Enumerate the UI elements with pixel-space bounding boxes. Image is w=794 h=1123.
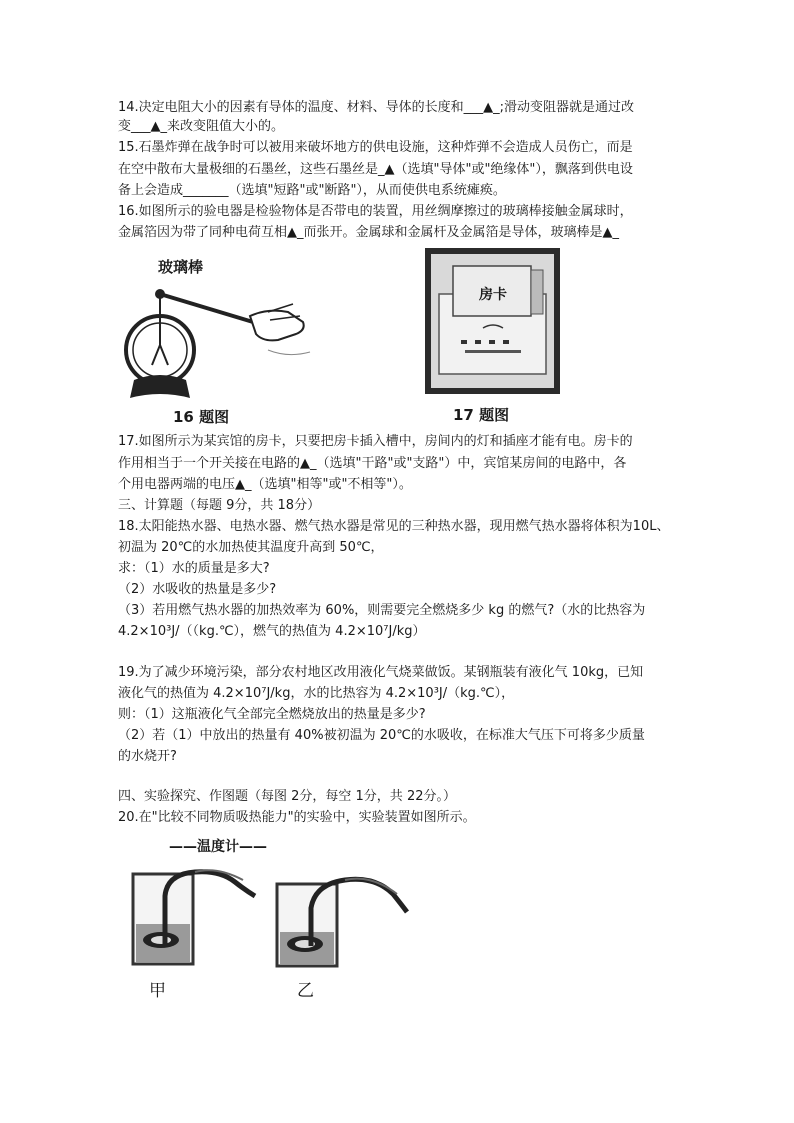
q19-line-3: 则：（1）这瓶液化气全部完全燃烧放出的热量是多少? (118, 707, 426, 722)
q20-line-1: 20.在"比较不同物质吸热能力"的实验中，实验装置如图所示。 (118, 810, 476, 825)
section-3-title: 三、计算题（每题 9分，共 18分） (118, 498, 321, 513)
room-card-label: 房卡 (479, 287, 507, 303)
hand-shape (250, 311, 304, 341)
q19-line-1: 19.为了减少环境污染，部分农村地区改用液化气烧菜做饭。某钢瓶装有液化气 10kg，已知 (118, 665, 644, 680)
q19-line-4: （2）若（1）中放出的热量有 40%被初温为 20℃的水吸收，在标准大气压下可将多少质量 (118, 728, 645, 743)
figure-20-beakers (125, 836, 425, 1001)
figure-17-caption: 17 题图 (453, 406, 510, 424)
metal-ball (155, 289, 165, 299)
room-card-photo (425, 248, 565, 398)
q18-line-5: （3）若用燃气热水器的加热效率为 60%，则需要完全燃烧多少 kg 的燃气?（水的比热容为 (118, 603, 646, 618)
q19-line-2: 液化气的热值为 4.2×10⁷J/kg，水的比热容为 4.2×10³J/（kg.℃）， (118, 686, 515, 701)
figure-17-room-card (425, 248, 565, 430)
q18-line-1: 18.太阳能热水器、电热水器、燃气热水器是常见的三种热水器，现用燃气热水器将体积为10L、 (118, 519, 670, 534)
metal-leaves (152, 345, 168, 365)
q18-line-3: 求：（1）水的质量是多大? (118, 561, 270, 576)
q15-line-3: 备上会造成_______（选填"短路"或"断路"），从而使供电系统瘫痪。 (118, 183, 506, 198)
glass-rod-label: 玻璃棒 (158, 258, 204, 276)
thermometer-label: ——温度计—— (169, 839, 267, 855)
q18-line-2: 初温为 20℃的水加热使其温度升高到 50℃， (118, 540, 384, 555)
q18-line-6: 4.2×10³J/（（kg.℃），燃气的热值为 4.2×10⁷J/kg） (118, 624, 426, 639)
q19-line-5: 的水烧开? (118, 749, 177, 764)
section-4-title: 四、实验探究、作图题（每图 2分，每空 1分，共 22分。） (118, 789, 456, 804)
q15-line-1: 15.石墨炸弹在战争时可以被用来破坏地方的供电设施，这种炸弹不会造成人员伤亡，而是 (118, 140, 633, 155)
electroscope-drawing (118, 250, 318, 430)
beaker-jia-label: 甲 (149, 981, 166, 1001)
q18-line-4: （2）水吸收的热量是多少? (118, 582, 277, 597)
beaker-yi-label: 乙 (297, 981, 314, 1001)
q17-line-1: 17.如图所示为某宾馆的房卡，只要把房卡插入槽中，房间内的灯和插座才能有电。房卡的 (118, 434, 633, 449)
beakers-drawing (125, 836, 425, 1001)
q16-line-2: 金属箔因为带了同种电荷互相▲_而张开。金属球和金属杆及金属箔是导体，玻璃棒是▲_ (118, 225, 619, 240)
q15-line-2: 在空中散布大量极细的石墨丝，这些石墨丝是_▲（选填"导体"或"绝缘体"），飘落到供电设 (118, 162, 633, 177)
electroscope-base (130, 375, 190, 398)
figure-16-electroscope (118, 250, 318, 430)
figure-16-caption: 16 题图 (173, 408, 230, 426)
q14-line-2: 变___▲_来改变阻值大小的。 (118, 119, 284, 134)
q14-line-1: 14.决定电阻大小的因素有导体的温度、材料、导体的长度和___▲_;滑动变阻器就是通过改 (118, 100, 635, 115)
q17-line-3: 个用电器两端的电压▲_（选填"相等"或"不相等"）。 (118, 477, 412, 492)
q16-line-1: 16.如图所示的验电器是检验物体是否带电的装置，用丝绸摩擦过的玻璃棒接触金属球时， (118, 204, 633, 219)
q17-line-2: 作用相当于一个开关接在电路的▲_（选填"干路"或"支路"）中，宾馆某房间的电路中，各 (118, 456, 627, 471)
